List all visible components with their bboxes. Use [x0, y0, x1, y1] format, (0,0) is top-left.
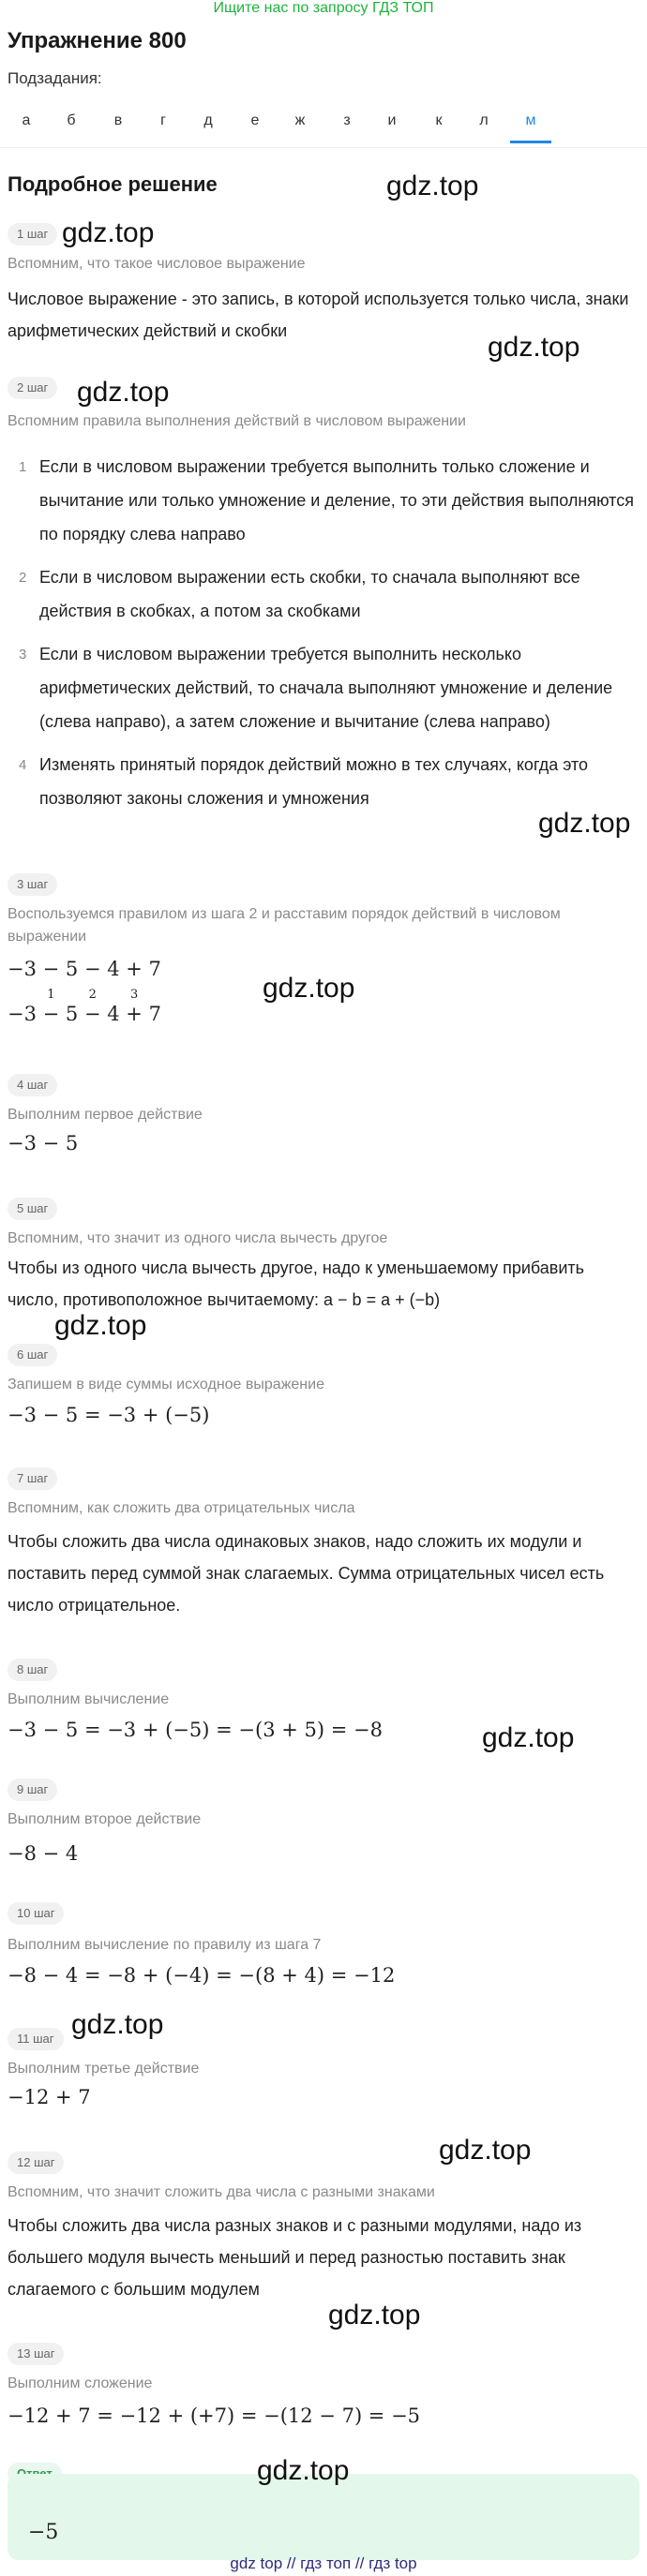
order-mark-2: 2 — [88, 988, 97, 1002]
step-badge-9: 9 шаг — [8, 1779, 57, 1801]
rule-text: Если в числовом выражении есть скобки, то сначала выполняют все действия в скобках, а потом за скобками — [39, 568, 580, 620]
watermark: gdz.top — [54, 1310, 147, 1341]
watermark: gdz.top — [62, 217, 155, 248]
tab-subtask-e[interactable]: е — [250, 112, 260, 128]
step-math-8: −3 − 5 = −3 + (−5) = −(3 + 5) = −8 — [8, 1719, 383, 1741]
answer-value: −5 — [28, 2521, 59, 2544]
rule-text: Изменять принятый порядок действий можно в тех случаях, когда это позволяют законы сложения и умножения — [39, 755, 589, 808]
watermark: gdz.top — [71, 2009, 164, 2040]
rule-text: Если в числовом выражении требуется выполнить только сложение и вычитание или только умножение и деление, то эти действия выполняются по порядку слева направо — [39, 457, 634, 543]
section-title: Подробное решение — [8, 172, 218, 196]
step-badge-10: 10 шаг — [8, 1902, 64, 1925]
rule-number: 1 — [19, 459, 27, 475]
top-note: Ищите нас по запросу ГДЗ ТОП — [213, 0, 434, 16]
step-hint-11: Выполним третье действие — [8, 2061, 200, 2077]
step-badge-13: 13 шаг — [8, 2343, 64, 2365]
rule-number: 4 — [19, 757, 27, 773]
step-hint-1: Вспомним, что такое числовое выражение — [8, 256, 306, 272]
step-badge-3: 3 шаг — [8, 873, 57, 896]
step-hint-3: Воспользуемся правилом из шага 2 и расставим порядок действий в числовом выражении — [8, 906, 561, 945]
step-hint-6: Запишем в виде суммы исходное выражение — [8, 1377, 324, 1392]
watermark: gdz.top — [328, 2300, 421, 2330]
step-math-3-ordered: −3 − 1 5 − 2 4 + 3 7 — [8, 988, 161, 1025]
step-text-1: Числовое выражение - это запись, в которой используется только числа, знаки арифметических действий и скобки — [8, 290, 629, 340]
step-badge-2: 2 шаг — [8, 377, 57, 399]
rule-number: 3 — [19, 647, 27, 663]
tab-subtask-v[interactable]: в — [113, 112, 123, 128]
subtasks-label: Подзадания: — [8, 69, 102, 87]
step-hint-9: Выполним второе действие — [8, 1811, 202, 1827]
watermark: gdz.top — [77, 377, 170, 408]
step-hint-13: Выполним сложение — [8, 2375, 153, 2391]
watermark: gdz.top — [257, 2455, 350, 2486]
tab-subtask-g[interactable]: г — [160, 112, 166, 128]
step-math-6: −3 − 5 = −3 + (−5) — [8, 1404, 210, 1426]
step-text-12: Чтобы сложить два числа разных знаков и с разными модулями, надо из большего модуля вычесть меньший и перед разностью поставить знак слагаемого с большим модулем — [8, 2216, 582, 2299]
watermark: gdz.top — [386, 171, 479, 201]
subtask-tabs — [0, 105, 647, 144]
order-mark-1: 1 — [47, 988, 55, 1002]
step-math-13: −12 + 7 = −12 + (+7) = −(12 − 7) = −5 — [8, 2405, 421, 2427]
tab-subtask-m[interactable]: м — [510, 105, 551, 143]
step-badge-5: 5 шаг — [8, 1198, 57, 1220]
step-text-5: Чтобы из одного числа вычесть другое, надо к уменьшаемому прибавить число, противоположное вычитаемому: a − b = a + (−b) — [8, 1258, 585, 1309]
step-badge-1: 1 шаг — [8, 223, 57, 246]
watermark: gdz.top — [263, 973, 355, 1004]
step-badge-4: 4 шаг — [8, 1074, 57, 1096]
step-badge-7: 7 шаг — [8, 1467, 57, 1490]
step-hint-5: Вспомним, что значит из одного числа вычесть другое — [8, 1230, 388, 1246]
step-hint-8: Выполним вычисление — [8, 1691, 170, 1707]
watermark: gdz.top — [538, 808, 631, 839]
step-math-10: −8 − 4 = −8 + (−4) = −(8 + 4) = −12 — [8, 1964, 396, 1987]
step-hint-7: Вспомним, как сложить два отрицательных числа — [8, 1500, 355, 1516]
rule-text: Если в числовом выражении требуется выполнить несколько арифметических действий, то сначала выполняют умножение и деление (слева направо), а затем сложение и вычитание (слева направо) — [39, 645, 613, 731]
tab-subtask-b[interactable]: б — [67, 112, 76, 128]
step-math-11: −12 + 7 — [8, 2086, 91, 2108]
step-math-3: −3 − 5 − 4 + 7 — [8, 958, 161, 980]
step-hint-12: Вспомним, что значит сложить два числа с разными знаками — [8, 2184, 435, 2200]
step-hint-2: Вспомним правила выполнения действий в числовом выражении — [8, 413, 466, 429]
tab-subtask-z[interactable]: з — [343, 112, 351, 128]
page-title: Упражнение 800 — [8, 28, 187, 53]
order-mark-3: 3 — [129, 988, 139, 1002]
step-math-9: −8 − 4 — [8, 1842, 79, 1865]
tab-subtask-zh[interactable]: ж — [294, 112, 306, 128]
rule-number: 2 — [19, 570, 27, 586]
tab-subtask-a[interactable]: а — [22, 112, 31, 128]
tab-subtask-l[interactable]: л — [479, 112, 489, 128]
step-badge-12: 12 шаг — [8, 2152, 64, 2174]
watermark: gdz.top — [439, 2135, 532, 2166]
step-badge-8: 8 шаг — [8, 1659, 57, 1681]
step-badge-11: 11 шаг — [8, 2028, 64, 2050]
step-badge-6: 6 шаг — [8, 1344, 57, 1366]
footer-links[interactable]: gdz top // гдз топ // гдз top — [230, 2554, 417, 2572]
tab-subtask-i[interactable]: и — [387, 112, 397, 128]
step-text-7: Чтобы сложить два числа одинаковых знаков, надо сложить их модули и поставить перед суммой знак слагаемых. Сумма отрицательных чисел есть число отрицательное. — [8, 1532, 605, 1615]
tab-subtask-k[interactable]: к — [435, 112, 443, 128]
step-hint-4: Выполним первое действие — [8, 1107, 203, 1123]
step-math-4: −3 − 5 — [8, 1132, 79, 1154]
tab-subtask-d[interactable]: д — [203, 112, 213, 128]
tabs-divider — [0, 147, 647, 148]
watermark: gdz.top — [482, 1722, 575, 1753]
watermark: gdz.top — [488, 332, 580, 363]
step-hint-10: Выполним вычисление по правилу из шага 7 — [8, 1937, 322, 1953]
